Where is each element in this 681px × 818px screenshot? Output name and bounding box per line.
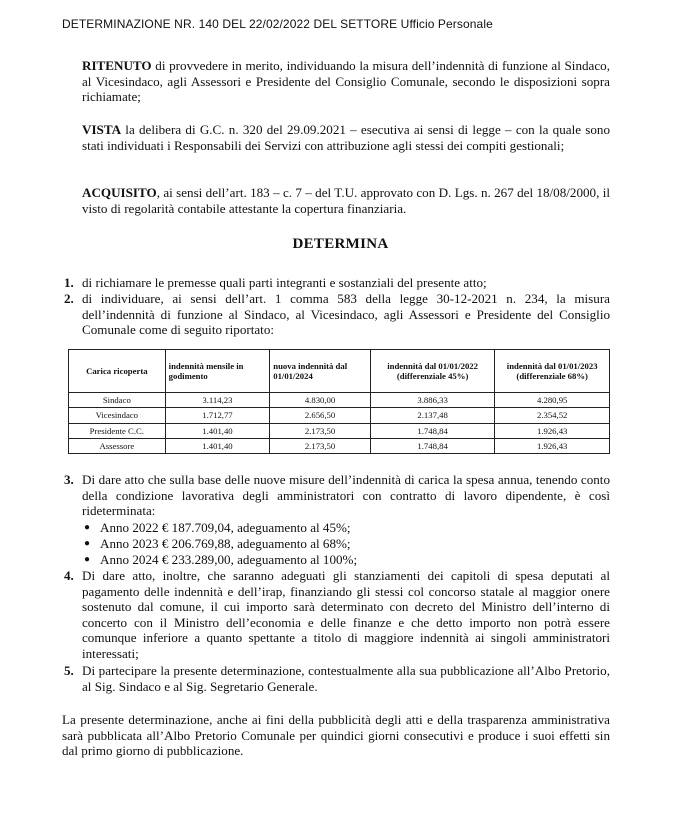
- table-cell: 3.886,33: [370, 393, 495, 408]
- table-cell: 1.748,84: [370, 423, 495, 438]
- table-cell: Presidente C.C.: [69, 423, 166, 438]
- table-row: [69, 423, 610, 438]
- table-row: [69, 438, 610, 453]
- bullet-icon: ●: [84, 522, 91, 533]
- column-header: indennità dal 01/01/2022 (differenziale 45%): [370, 350, 495, 393]
- table-cell: 2.354,52: [495, 408, 610, 423]
- item-number: 1.: [64, 275, 74, 290]
- table-cell: 4.280,95: [495, 393, 610, 408]
- paragraph-text: la delibera di G.C. n. 320 del 29.09.2021 – esecutiva ai sensi di legge – con la quale sono stati individuati i Responsabili dei Servizi con attribuzione agli stessi dei compiti gestionali;: [82, 122, 610, 153]
- paragraph-ritenuto: [82, 58, 610, 105]
- table-cell: 2.656,50: [270, 408, 371, 423]
- item-text: Di partecipare la presente determinazione, contestualmente alla sua pubblicazione all’Albo Pretorio, al Sig. Sindaco e al Sig. Segretario Generale.: [82, 663, 610, 694]
- table-cell: 4.830,00: [270, 393, 371, 408]
- column-header: indennità dal 01/01/2023 (differenziale 68%): [495, 350, 610, 393]
- item-number: 5.: [64, 663, 74, 678]
- paragraph-lead: VISTA: [82, 122, 122, 137]
- table-row: [69, 393, 610, 408]
- table-cell: 1.926,43: [495, 438, 610, 453]
- table-cell: 1.748,84: [370, 438, 495, 453]
- table-cell: 2.173,50: [270, 438, 371, 453]
- table-header-row: [69, 350, 610, 393]
- item-text: Di dare atto che sulla base delle nuove misure dell’indennità di carica la spesa annua, tenendo conto della condizione lavorativa degli amministratori con contratto di lavoro dipendente, è così rideterminata:: [82, 472, 610, 519]
- table-cell: Vicesindaco: [69, 408, 166, 423]
- table-cell: 2.173,50: [270, 423, 371, 438]
- table-cell: Assessore: [69, 438, 166, 453]
- column-header: nuova indennità dal 01/01/2024: [270, 350, 371, 393]
- bullet-icon: ●: [84, 554, 91, 565]
- table-cell: 1.401,40: [165, 438, 270, 453]
- item-text: di richiamare le premesse quali parti integranti e sostanziali del presente atto;: [82, 275, 487, 290]
- document-header: DETERMINAZIONE NR. 140 DEL 22/02/2022 DEL SETTORE Ufficio Personale: [62, 17, 493, 31]
- section-title: DETERMINA: [292, 236, 389, 252]
- table-cell: 2.137,48: [370, 408, 495, 423]
- table-cell: 1.401,40: [165, 423, 270, 438]
- column-header: indennità mensile in godimento: [165, 350, 270, 393]
- table-cell: Sindaco: [69, 393, 166, 408]
- bullet-icon: ●: [84, 538, 91, 549]
- paragraph-lead: ACQUISITO: [82, 185, 157, 200]
- indemnity-table: [68, 349, 610, 454]
- paragraph-lead: RITENUTO: [82, 58, 152, 73]
- paragraph-text: di provvedere in merito, individuando la misura dell’indennità di funzione al Sindaco, al Vicesindaco, agli Assessori e Presidente del Consiglio Comunale, secondo le disposizioni sopra richiamate;: [82, 58, 610, 105]
- item-text: di individuare, ai sensi dell’art. 1 comma 583 della legge 30-12-2021 n. 234, la misura dell’indennità di funzione al Sindaco, al Vicesindaco, agli Assessori e Presidente del Consiglio Comunale come di seguito riportato:: [82, 291, 610, 338]
- column-header: Carica ricoperta: [69, 350, 166, 393]
- table-cell: 1.926,43: [495, 423, 610, 438]
- paragraph-vista: [82, 122, 610, 153]
- table-cell: 1.712,77: [165, 408, 270, 423]
- closing-paragraph: La presente determinazione, anche ai fini della pubblicità degli atti e della trasparenza amministrativa sarà pubblicata all’Albo Pretorio Comunale per quindici giorni consecutivi e produce i suoi effetti sin dal primo giorno di pubblicazione.: [62, 712, 610, 759]
- table-cell: 3.114,23: [165, 393, 270, 408]
- item-number: 4.: [64, 568, 74, 583]
- bullet-text: Anno 2022 € 187.709,04, adeguamento al 45%;: [100, 520, 351, 535]
- paragraph-text: , ai sensi dell’art. 183 – c. 7 – del T.U. approvato con D. Lgs. n. 267 del 18/08/2000, il visto di regolarità contabile attestante la copertura finanziaria.: [82, 185, 610, 216]
- bullet-text: Anno 2024 € 233.289,00, adeguamento al 100%;: [100, 552, 358, 567]
- item-text: Di dare atto, inoltre, che saranno adeguati gli stanziamenti dei capitoli di spesa deputati al pagamento delle indennità e dell’irap, finanziando gli stessi col concorso statale al maggior onere sostenuto dal comune, il cui importo sarà determinato con decreto del Ministro dell’interno di concerto con il Ministro dell’economia e delle finanze e che detto importo non potrà essere comunque inferiore a quanto spettante a titolo di maggiore indennità ai singoli amministratori interessati;: [82, 568, 610, 661]
- item-number: 3.: [64, 472, 74, 487]
- bullet-text: Anno 2023 € 206.769,88, adeguamento al 68%;: [100, 536, 351, 551]
- table-row: [69, 408, 610, 423]
- paragraph-acquisito: [82, 185, 610, 216]
- item-number: 2.: [64, 291, 74, 306]
